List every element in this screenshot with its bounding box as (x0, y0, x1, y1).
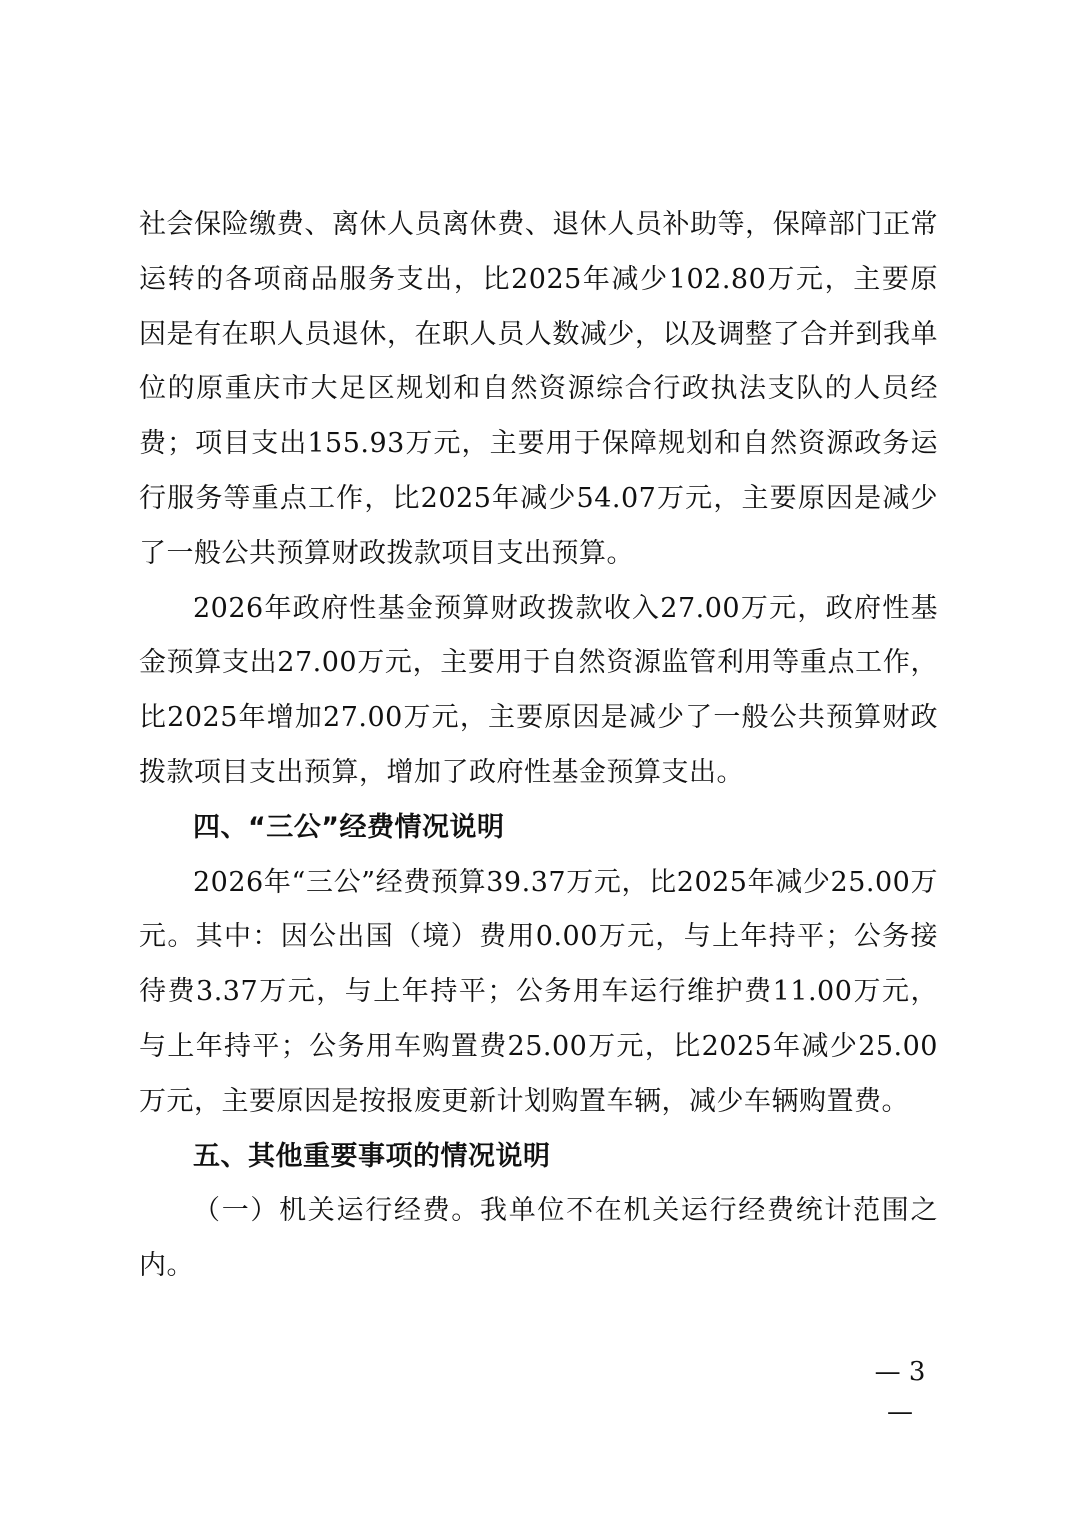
paragraph-government-fund-budget: 2026年政府性基金预算财政拨款收入27.00万元，政府性基金预算支出27.00万元，主要用于自然资源监管利用等重点工作，比2025年增加27.00万元，主要原因是减少了一般公共预算财政拨款项目支出预算，增加了政府性基金预算支出。 (139, 592, 938, 788)
paragraph-three-public-expenses: 2026年“三公”经费预算39.37万元，比2025年减少25.00万元。其中：因公出国（境）费用0.00万元，与上年持平；公务接待费3.37万元，与上年持平；公务用车运行维护费11.00万元，与上年持平；公务用车购置费25.00万元，比2025年减少25.00万元，主要原因是按报废更新计划购置车辆，减少车辆购置费。 (139, 866, 938, 1117)
document-body (139, 198, 938, 1294)
paragraph-agency-operating-expenses: （一）机关运行经费。我单位不在机关运行经费统计范围之内。 (139, 1195, 938, 1282)
page-number: — 3 — (874, 1357, 926, 1427)
paragraph-personnel-expenses: 社会保险缴费、离休人员离休费、退休人员补助等，保障部门正常运转的各项商品服务支出，比2025年减少102.80万元，主要原因是有在职人员退休，在职人员人数减少，以及调整了合并到我单位的原重庆市大足区规划和自然资源综合行政执法支队的人员经费；项目支出155.93万元，主要用于保障规划和自然资源政务运行服务等重点工作，比2025年减少54.07万元，主要原因是减少了一般公共预算财政拨款项目支出预算。 (139, 209, 938, 569)
section-heading-other-matters: 五、其他重要事项的情况说明 (193, 1140, 551, 1172)
section-heading-three-public-expenses: 四、“三公”经费情况说明 (193, 811, 505, 843)
